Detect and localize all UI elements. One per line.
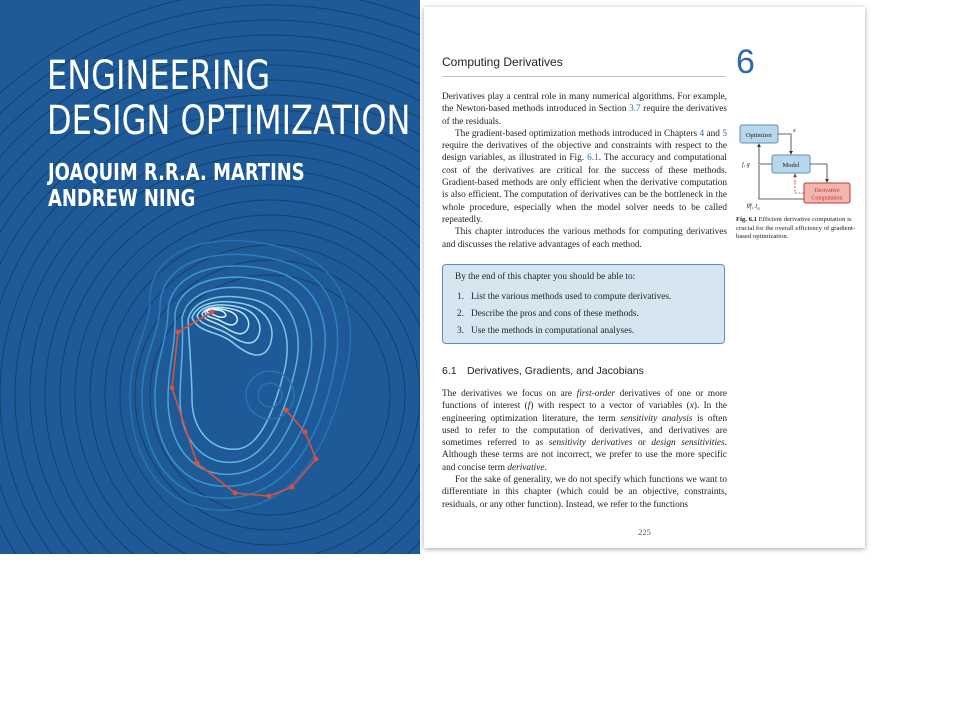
chapter-rule — [442, 76, 726, 77]
section-body — [442, 388, 727, 511]
author-2: ANDREW NING — [48, 186, 196, 212]
derivative-label-line1: Derivative — [814, 188, 840, 194]
learning-objectives-box — [442, 264, 725, 344]
figure-link[interactable]: 6.1 — [587, 153, 599, 164]
fg-label: f, g — [742, 162, 750, 168]
page-number: 225 — [638, 527, 651, 537]
chapter-link-4[interactable]: 4 — [699, 128, 705, 139]
book-page — [424, 7, 865, 548]
intro-paragraph-3: This chapter introduces the various methods for computing derivatives and discusses the relative advantages of each method. — [442, 227, 727, 250]
grad-label: ∇f, $J_g$ — [746, 204, 760, 210]
section-link[interactable]: 3.7 — [629, 104, 641, 115]
objective-item: 2. Describe the pros and cons of these methods. — [457, 308, 639, 319]
book-title-line2: DESIGN OPTIMIZATION — [47, 98, 411, 144]
model-label: Model — [782, 162, 800, 169]
objective-item: 3. Use the methods in computational analyses. — [457, 325, 635, 336]
author-1: JOAQUIM R.R.A. MARTINS — [48, 160, 305, 186]
section-paragraph-1: The derivatives we focus on are first-order derivatives of one or more functions of interest (f) with respect to a vector of variables (x). In the engineering optimization literature, the term sensitivity analysis is often used to refer to the computation of derivatives, and derivatives are sometimes referred to as sensitivity derivatives or design sensitivities. Although these terms are not incorrect, we prefer to use the more specific and concise term derivative. — [442, 389, 727, 473]
objective-item: 1. List the various methods used to compute derivatives. — [457, 292, 672, 302]
chapter-number: 6 — [736, 43, 755, 81]
intro-paragraph-2: The gradient-based optimization methods introduced in Chapters 4 and 5 require the derivatives of the objective and constraints with respect to the design variables, as illustrated in Fig. 6.1. The accuracy and computational cost of the derivatives are critical for the success of these methods. Gradient-based methods are only efficient when the derivative computation is also efficient. The computation of derivatives can be the bottleneck in the whole procedure, especially when the model solver needs to be called repeatedly. — [442, 128, 727, 225]
book-title — [47, 54, 410, 144]
section-heading: 6.1 Derivatives, Gradients, and Jacobians — [442, 365, 644, 377]
intro-paragraph-1: Derivatives play a central role in many numerical algorithms. For example, the Newton-based methods introduced in Section 3.7 require the derivatives of the residuals. — [442, 92, 727, 127]
figure-caption: Fig. 6.1 Efficient derivative computation is crucial for the overall efficiency of gradient-based optimization. — [736, 216, 856, 241]
book-title-line1: ENGINEERING — [47, 53, 271, 99]
book-authors — [48, 160, 305, 212]
section-paragraph-2: For the sake of generality, we do not specify which functions we want to differentiate in this chapter (which could be an objective, constraints, residuals, or any other function). Instead, we refer to the functions — [442, 475, 727, 510]
objectives-list — [457, 291, 671, 341]
objectives-intro: By the end of this chapter you should be able to: — [455, 272, 636, 282]
derivative-label-line2: Computation — [811, 195, 843, 202]
x-label: x — [793, 128, 796, 134]
chapter-title: Computing Derivatives — [442, 55, 563, 69]
chapter-intro — [442, 91, 727, 251]
chapter-link-5[interactable]: 5 — [722, 128, 727, 139]
optimizer-label: Optimizer — [745, 132, 773, 139]
book-cover — [0, 0, 420, 554]
figure-6-1-diagram — [736, 120, 862, 210]
